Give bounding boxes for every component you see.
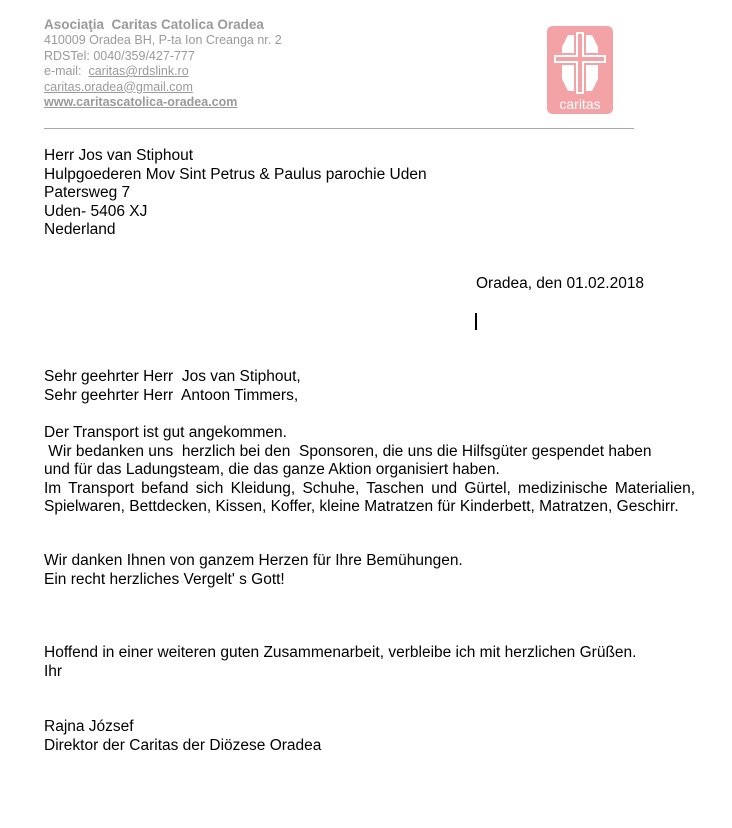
website-link[interactable]: www.caritascatolica-oradea.com	[44, 95, 238, 109]
salutation-line: Sehr geehrter Herr Antoon Timmers,	[44, 386, 299, 404]
text-cursor	[475, 313, 477, 330]
closing-line: Hoffend in einer weiteren guten Zusammenarbeit, verbleibe ich mit herzlichen Grüßen.	[44, 644, 637, 661]
caritas-logo	[547, 26, 613, 114]
logo-text: caritas	[559, 96, 601, 112]
organization-address: 410009 Oradea BH, P-ta Ion Creanga nr. 2	[44, 33, 282, 47]
recipient-organization: Hulpgoederen Mov Sint Petrus & Paulus parochie Uden	[44, 165, 427, 183]
salutation-line: Sehr geehrter Herr Jos van Stiphout,	[44, 368, 301, 385]
paragraph-line: und für das Ladungsteam, die das ganze Aktion organisiert haben.	[44, 461, 500, 478]
website-row	[44, 95, 514, 111]
organization-name: Asociaţia Caritas Catolica Oradea	[44, 17, 264, 32]
gratitude-paragraph	[44, 552, 695, 589]
recipient-name: Herr Jos van Stiphout	[44, 147, 194, 164]
email-link-secondary[interactable]: caritas.oradea@gmail.com	[44, 79, 193, 94]
recipient-country: Nederland	[44, 221, 116, 238]
closing-paragraph	[44, 644, 695, 681]
date-line: Oradea, den 01.02.2018	[476, 275, 645, 292]
organization-phone: RDSTel: 0040/359/427-777	[44, 48, 195, 63]
recipient-city: Uden- 5406 XJ	[44, 202, 148, 220]
email-link-primary[interactable]: caritas@rdslink.ro	[88, 64, 189, 78]
paragraph-line: Wir bedanken uns herzlich bei den Sponsoren, die uns die Hilfsgüter gespendet haben	[44, 442, 652, 460]
recipient-street: Patersweg 7	[44, 184, 131, 201]
signer-title: Direktor der Caritas der Diözese Oradea	[44, 736, 322, 754]
signature-block	[44, 718, 695, 755]
paragraph-line: Wir danken Ihnen von ganzem Herzen für Ihre Bemühungen.	[44, 552, 463, 569]
email-label: e-mail:	[44, 64, 89, 78]
email-row-secondary	[44, 80, 514, 96]
closing-line: Ihr	[44, 662, 63, 680]
caritas-flame-cross-icon	[547, 26, 613, 114]
email-row	[44, 64, 514, 80]
paragraph-line: Der Transport ist gut angekommen.	[44, 424, 287, 441]
letterhead-separator	[44, 128, 634, 129]
thanks-paragraph	[44, 424, 695, 517]
letterhead	[44, 16, 514, 111]
transport-contents: Im Transport befand sich Kleidung, Schuhe, Taschen und Gürtel, medizinische Materialien, Spielwaren, Bettdecken, Kissen, Koffer, kleine Matratzen für Kinderbett, Matratzen, Geschirr.	[44, 479, 695, 515]
recipient-address	[44, 147, 427, 240]
salutation	[44, 368, 695, 405]
signer-name: Rajna József	[44, 718, 134, 735]
paragraph-line: Ein recht herzliches Vergelt' s Gott!	[44, 570, 285, 588]
